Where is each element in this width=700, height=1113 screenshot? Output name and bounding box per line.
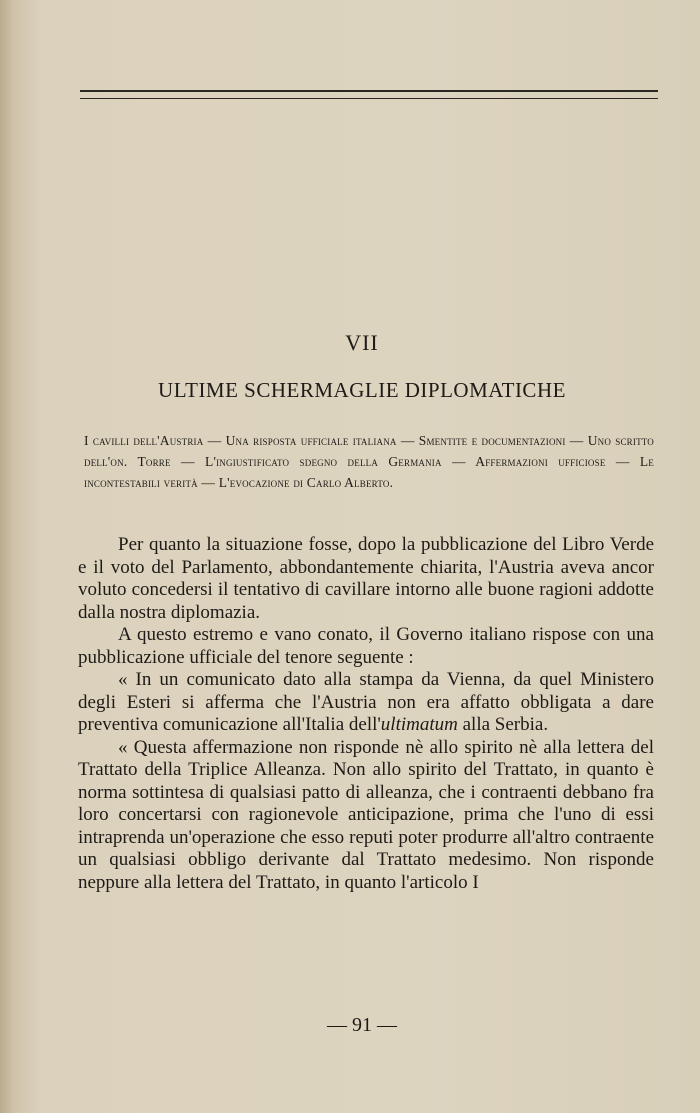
header-rule-bottom	[80, 98, 658, 99]
header-rule-top	[80, 90, 658, 92]
paragraph-4: « Questa affermazione non risponde nè allo spirito nè alla lettera del Trattato della Triplice Alleanza. Non allo spirito del Trattato, in quanto è norma sottintesa di qualsiasi patto di alleanza, che i contraenti debbano fra loro concertarsi con ragionevole anticipazione, prima che l'uno di essi intraprenda un'operazione che esso reputi poter produrre all'altro contraente un qualsiasi obbligo derivante dal Trattato medesimo. Non risponde neppure alla lettera del Trattato, in quanto l'articolo I	[78, 736, 654, 893]
body-text	[78, 534, 654, 894]
chapter-title: ULTIME SCHERMAGLIE DIPLOMATICHE	[158, 378, 566, 402]
paragraph-3-before: « In un comunicato dato alla stampa da Vienna, da quel Ministero degli Esteri si afferma che l'Austria non era affatto obbligata a dare preventiva comunicazione all'Italia dell'	[78, 669, 654, 735]
paragraph-3	[78, 669, 654, 737]
chapter-number: VII	[345, 330, 379, 355]
ultimatum-italic: ultimatum	[380, 714, 458, 735]
paragraph-1: Per quanto la situazione fosse, dopo la pubblicazione del Libro Verde e il voto del Parlamento, abbondantemente chiarita, l'Austria aveva ancor voluto concedersi il tentativo di cavillare intorno alle buone ragioni addotte dalla nostra diplomazia.	[78, 534, 654, 623]
paragraph-2: A questo estremo e vano conato, il Governo italiano rispose con una pubblicazione ufficiale del tenore seguente :	[78, 624, 654, 668]
paragraph-3-after: alla Serbia.	[457, 714, 549, 735]
chapter-summary: I cavilli dell'Austria — Una risposta ufficiale italiana — Smentite e documentazioni — Uno scritto dell'on. Torre — L'ingiustificato sdegno della Germania — Affermazioni ufficiose — Le incontestabili verità — L'evocazione di Carlo Alberto.	[84, 433, 654, 490]
page-number: — 91 —	[327, 1014, 397, 1036]
